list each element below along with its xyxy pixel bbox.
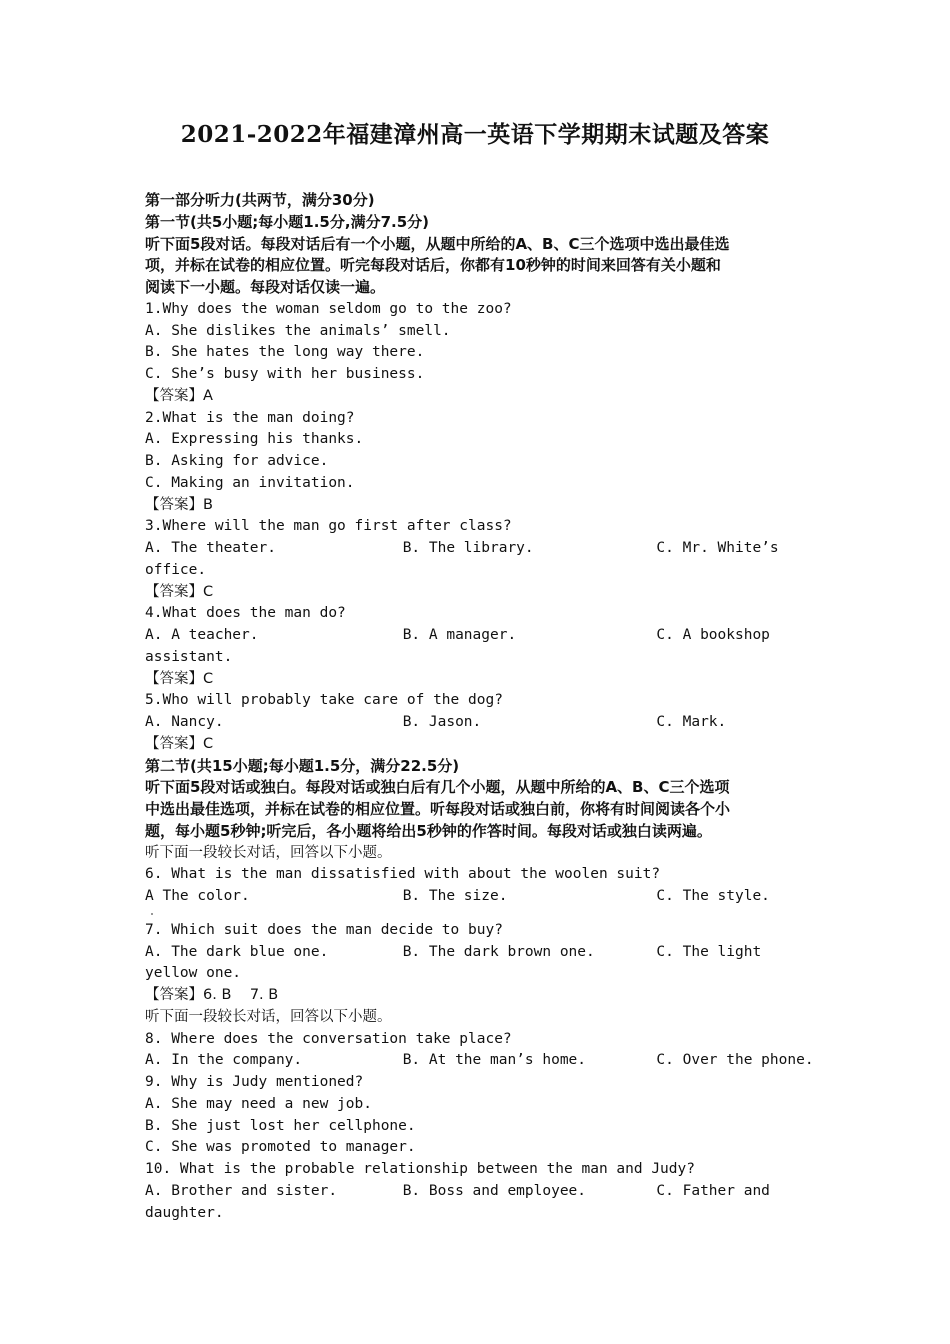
answer-4: 【答案】C (145, 670, 214, 687)
option-a: A. Expressing his thanks. (145, 431, 364, 448)
spacer (145, 908, 815, 920)
option-a: A. The theater. (145, 540, 276, 556)
question-9: 9. Why is Judy mentioned? (145, 1074, 364, 1090)
option-b: B. She hates the long way there. (145, 344, 425, 361)
section-heading: 第二节(共15小题;每小题1.5分，满分22.5分) (145, 756, 460, 775)
options-row (145, 1181, 815, 1203)
question-2: 2.What is the man doing? (145, 409, 355, 426)
question-6: 6. What is the man dissatisfied with about the woolen suit? (145, 866, 661, 883)
option-c: C. She was promoted to manager. (145, 1139, 416, 1156)
instructions-line: 听下面5段对话。每段对话后有一个小题，从题中所给的A、B、C三个选项中选出最佳选 (145, 234, 730, 253)
option-c-continued: daughter. (145, 1204, 224, 1221)
option-c: C. Over the phone. (656, 1052, 814, 1069)
instructions-line: 题，每小题5秒钟;听完后，各小题将给出5秒钟的作答时间。每段对话或独白读两遍。 (145, 821, 712, 840)
option-b: B. Boss and employee. (402, 1182, 587, 1199)
question-7: 7. Which suit does the man decide to buy? (145, 921, 503, 938)
options-row (145, 886, 815, 908)
option-b: B. Asking for advice. (145, 453, 329, 469)
option-c: C. Father and (656, 1182, 770, 1199)
option-a: A. Brother and sister. (145, 1182, 338, 1199)
question-5: 5.Who will probably take care of the dog? (145, 692, 503, 709)
question-4: 4.What does the man do? (145, 605, 346, 622)
document-body (145, 190, 815, 1224)
option-c: C. Making an invitation. (145, 474, 355, 491)
answer-5: 【答案】C (145, 735, 214, 752)
part-heading: 第一部分听力(共两节，满分30分) (145, 191, 375, 209)
option-b: B. At the man’s home. (402, 1052, 587, 1069)
listening-note: 听下面一段较长对话，回答以下小题。 (145, 1008, 392, 1025)
options-row (145, 1050, 815, 1072)
options-row (145, 712, 815, 734)
question-10: 10. What is the probable relationship between the man and Judy? (145, 1161, 695, 1177)
option-a: A. In the company. (145, 1052, 303, 1069)
question-3: 3.Where will the man go first after class? (145, 518, 512, 535)
instructions-line: 项，并标在试卷的相应位置。听完每段对话后，你都有10秒钟的时间来回答有关小题和 (145, 256, 721, 275)
option-c: C. The style. (656, 888, 770, 904)
option-b: B. She just lost her cellphone. (145, 1117, 416, 1134)
options-row (145, 942, 815, 964)
option-a: A. She dislikes the animals’ smell. (145, 322, 451, 339)
instructions-line: 听下面5段对话或独白。每段对话或独白后有几个小题，从题中所给的A、B、C三个选项 (145, 778, 730, 797)
question-8: 8. Where does the conversation take place? (145, 1030, 512, 1047)
option-c: C. The light (656, 943, 762, 960)
option-b: B. The library. (402, 540, 534, 556)
question-1: 1.Why does the woman seldom go to the zoo? (145, 300, 512, 317)
options-row (145, 538, 815, 560)
stray-mark (151, 913, 153, 915)
option-a: A. She may need a new job. (145, 1095, 372, 1112)
option-c-continued: yellow one. (145, 965, 242, 982)
option-a: A. Nancy. (145, 714, 224, 730)
section-heading: 第一节(共5小题;每小题1.5分,满分7.5分) (145, 212, 429, 231)
answer-2: 【答案】B (145, 496, 213, 513)
option-b: B. Jason. (402, 714, 482, 730)
option-c: C. Mr. White’s (656, 540, 779, 556)
option-b: B. The size. (402, 888, 508, 904)
listening-note: 听下面一段较长对话，回答以下小题。 (145, 844, 392, 861)
option-a: A The color. (145, 888, 250, 904)
option-b: B. A manager. (402, 627, 517, 643)
option-c-continued: assistant. (145, 648, 233, 665)
answer-3: 【答案】C (145, 583, 214, 600)
option-b: B. The dark brown one. (402, 943, 595, 960)
option-c: C. She’s busy with her business. (145, 366, 425, 382)
instructions-line: 阅读下一小题。每段对话仅读一遍。 (145, 278, 386, 296)
option-a: A. A teacher. (145, 627, 259, 643)
document-title: 2021-2022年福建漳州高一英语下学期期末试题及答案 (180, 121, 770, 148)
answer-6-7: 【答案】6. B 7. B (145, 987, 279, 1003)
option-c: C. A bookshop (656, 627, 770, 643)
answer-1: 【答案】A (145, 387, 213, 404)
option-c-continued: office. (145, 561, 207, 578)
instructions-line: 中选出最佳选项，并标在试卷的相应位置。听每段对话或独白前，你将有时间阅读各个小 (145, 800, 731, 818)
option-a: A. The dark blue one. (145, 943, 329, 960)
option-c: C. Mark. (656, 714, 727, 730)
options-row (145, 625, 815, 647)
